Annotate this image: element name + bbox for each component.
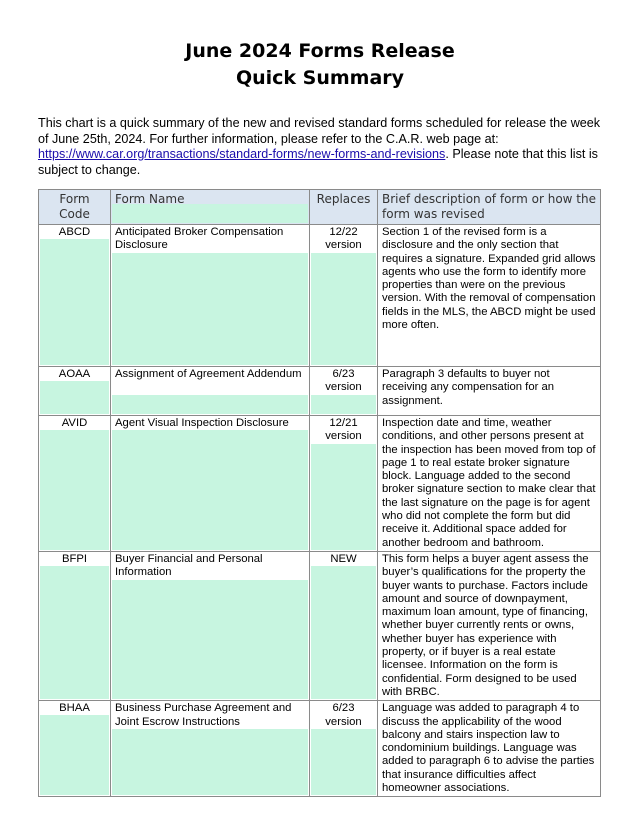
replaces-cell: 12/21 version bbox=[310, 416, 378, 552]
table-row bbox=[39, 701, 601, 797]
description-cell: Paragraph 3 defaults to buyer not receiving any compensation for an assignment. bbox=[378, 367, 601, 416]
description-cell: Section 1 of the revised form is a disclosure and the only section that requires a signature. Expanded grid allows agents who use the form to identify more properties than were on the previous version. With the removal of compensation fields in the MLS, the ABCD might be used more often. bbox=[378, 225, 601, 367]
intro-paragraph bbox=[38, 116, 606, 178]
page-subtitle: Quick Summary bbox=[235, 67, 405, 89]
replaces-cell: 6/23 version bbox=[310, 367, 378, 416]
form-code-cell: ABCD bbox=[39, 225, 111, 367]
replaces-cell: NEW bbox=[310, 551, 378, 700]
form-code-cell: AOAA bbox=[39, 367, 111, 416]
table-row bbox=[39, 551, 601, 700]
form-code-cell: BHAA bbox=[39, 701, 111, 797]
forms-web-page-link[interactable]: https://www.car.org/transactions/standard-forms/new-forms-and-revisions bbox=[38, 147, 446, 162]
replaces-cell: 12/22 version bbox=[310, 225, 378, 367]
table-row bbox=[39, 225, 601, 367]
header-form-name: Form Name bbox=[111, 190, 310, 225]
form-code-cell: AVID bbox=[39, 416, 111, 552]
table-row bbox=[39, 416, 601, 552]
page-title: June 2024 Forms Release bbox=[185, 40, 455, 62]
description-cell: Language was added to paragraph 4 to discuss the applicability of the wood balcony and stairs inspection law to condominium buildings. Language was added to paragraph 6 to advise the parties that insurance difficulties affect homeowner associations. bbox=[378, 701, 601, 797]
table-row bbox=[39, 367, 601, 416]
form-name-cell: Agent Visual Inspection Disclosure bbox=[111, 416, 310, 552]
description-cell: This form helps a buyer agent assess the buyer’s qualifications for the property the buyer wants to purchase. Factors include amount and source of downpayment, maximum loan amount, type of financing, whether buyer currently rents or owns, whether buyer has experience with property, or if buyer is a real estate licensee. Information on the form is confidential. Form designed to be used with BRBC. bbox=[378, 551, 601, 700]
form-name-cell: Anticipated Broker Compensation Disclosure bbox=[111, 225, 310, 367]
replaces-cell: 6/23 version bbox=[310, 701, 378, 797]
form-name-cell: Business Purchase Agreement and Joint Escrow Instructions bbox=[111, 701, 310, 797]
form-name-cell: Assignment of Agreement Addendum bbox=[111, 367, 310, 416]
form-name-cell: Buyer Financial and Personal Information bbox=[111, 551, 310, 700]
intro-text-before: This chart is a quick summary of the new and revised standard forms scheduled for release the week of June 25th, 2024. For further information, please refer to the C.A.R. web page at: bbox=[38, 116, 601, 146]
header-replaces: Replaces bbox=[310, 190, 378, 225]
table-header-row bbox=[39, 190, 601, 225]
form-code-cell: BFPI bbox=[39, 551, 111, 700]
intro-text-after: . Please note that this list is subject to change. bbox=[38, 147, 598, 177]
description-cell: Inspection date and time, weather conditions, and other persons present at the inspection has been moved from top of page 1 to real estate broker signature block. Language added to the second broker signature section to make clear that the last signature on the page is for agent who did not complete the form but did receive it. Additional space added for another bedroom and bathroom. bbox=[378, 416, 601, 552]
header-description: Brief description of form or how the form was revised bbox=[378, 190, 601, 225]
header-form-code: Form Code bbox=[39, 190, 111, 225]
forms-summary-table bbox=[38, 189, 601, 797]
